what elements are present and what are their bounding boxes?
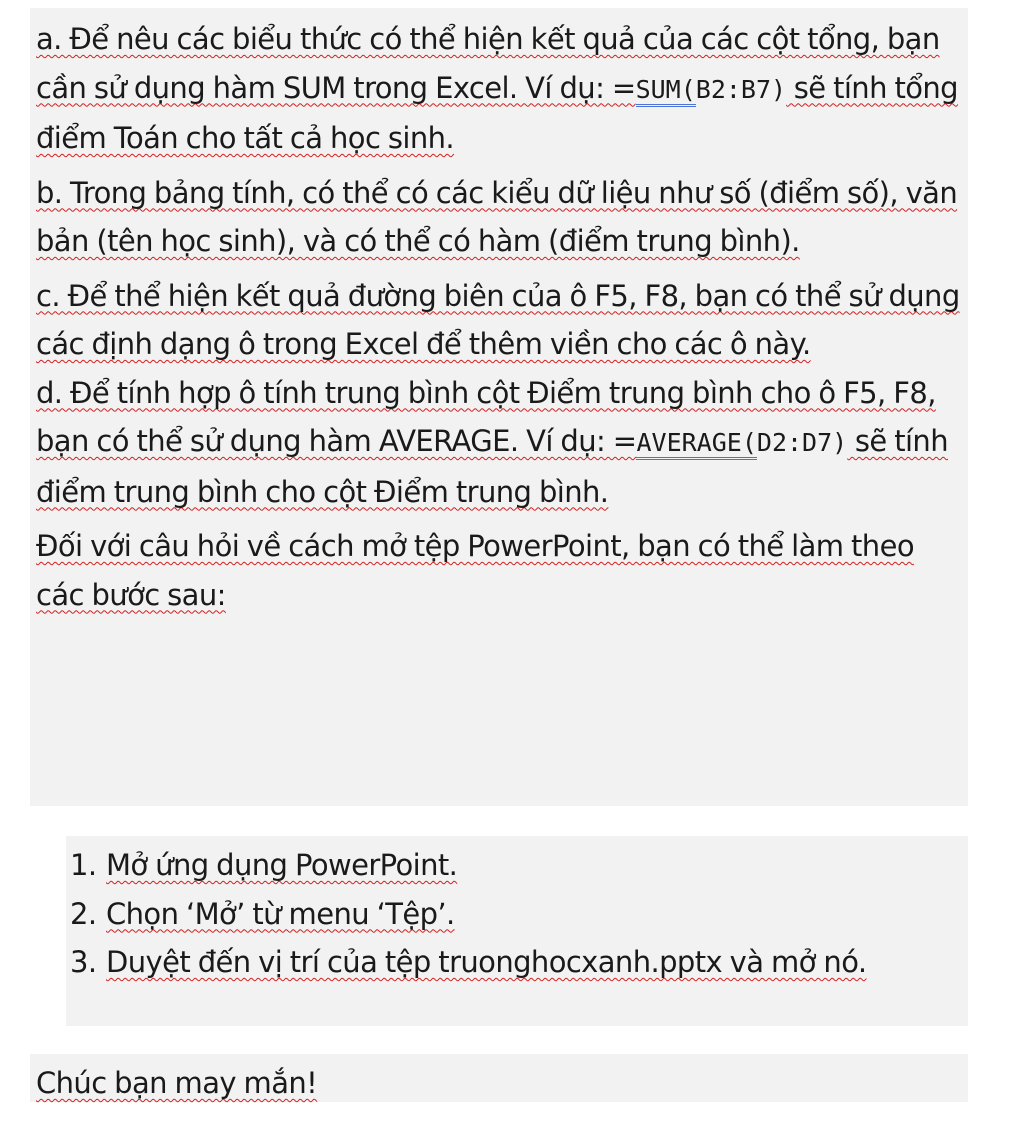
paragraph-c: c. Để thể hiện kết quả đường biên của ô F5, F8, bạn có thể sử dụng các định dạng ô trong Excel để thêm viền cho các ô này. [36, 278, 960, 361]
sum-formula [636, 75, 787, 107]
paragraph-a-text: a. Để nêu các biểu thức có thể hiện kết quả của các cột tổng, bạn cần sử dụng hàm SUM trong Excel. Ví dụ: = [36, 22, 940, 105]
answer-text-block [30, 8, 968, 806]
paragraph-d [36, 369, 968, 517]
steps-list [70, 841, 968, 987]
step-text: Mở ứng dụng PowerPoint. [106, 848, 458, 882]
sum-range: B2:B7) [695, 74, 787, 104]
list-item [70, 938, 968, 987]
sum-function-link[interactable]: SUM( [636, 75, 696, 107]
list-item [70, 841, 968, 890]
step-text: Chọn ‘Mở’ từ menu ‘Tệp’. [106, 896, 455, 931]
average-formula [636, 428, 847, 460]
average-range: D2:D7) [756, 428, 848, 457]
closing-text: Chúc bạn may mắn! [36, 1066, 318, 1100]
powerpoint-intro: Đối với câu hỏi về cách mở tệp PowerPoint, bạn có thể làm theo các bước sau: [36, 529, 914, 612]
step-number: 2. [70, 896, 97, 931]
steps-block [66, 836, 968, 1026]
closing-block [30, 1054, 968, 1102]
paragraph-d-text: d. Để tính hợp ô tính trung bình cột Điểm trung bình cho ô F5, F8, bạn có thể sử dụng hàm AVERAGE. Ví dụ: = [36, 375, 936, 458]
step-text: Duyệt đến vị trí của tệp truonghocxanh.pptx và mở nó. [106, 945, 867, 979]
step-number: 3. [70, 945, 97, 979]
paragraph-a [36, 15, 968, 163]
paragraph-a-tail: sẽ tính tổng điểm Toán cho tất cả học sinh. [36, 70, 958, 155]
list-item [70, 890, 968, 939]
paragraph-b: b. Trong bảng tính, có thể có các kiểu dữ liệu như số (điểm số), văn bản (tên học sinh), và có thể có hàm (điểm trung bình). [36, 175, 958, 258]
average-function-link[interactable]: AVERAGE( [636, 428, 756, 460]
step-number: 1. [70, 848, 97, 882]
paragraph-d-tail: sẽ tính điểm trung bình cho cột Điểm trung bình. [36, 424, 948, 509]
